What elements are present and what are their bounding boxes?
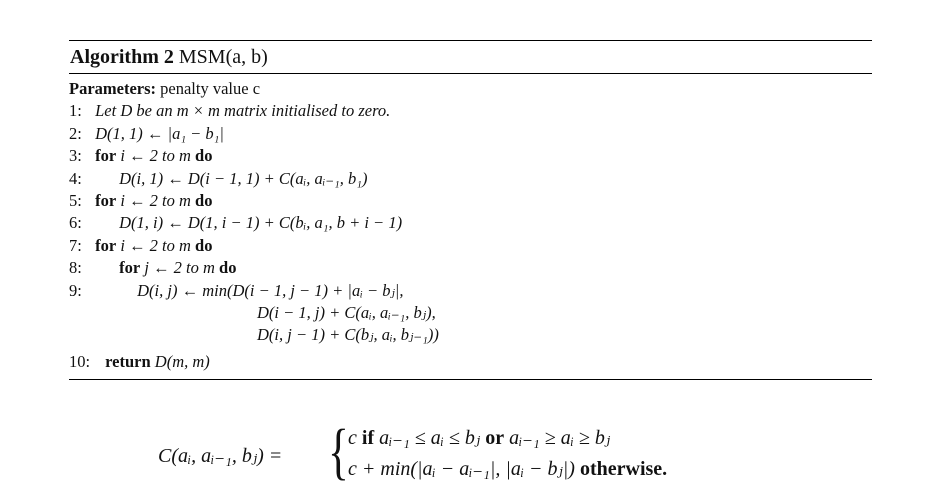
line-number: 8: [69,258,82,278]
line-number: 9: [69,280,82,300]
left-brace: { [328,418,349,486]
line-number: 4: [69,168,82,188]
keyword-do: do [195,235,213,255]
parameters-line [69,78,872,100]
line-number: 10: [69,351,91,371]
algorithm-body [69,74,872,379]
algo-line-4 [69,168,872,190]
line-text: j ← 2 to m [144,258,215,278]
case1-condition-a: aᵢ₋₁ ≤ aᵢ ≤ bⱼ [379,427,481,449]
keyword-return: return [105,351,151,371]
keyword-for: for [95,146,117,166]
case2-otherwise: otherwise. [579,458,668,480]
line-text: D(i − 1, j) + C(aᵢ, aᵢ₋₁, bⱼ), [257,302,436,322]
line-text: Let D be an m × m matrix initialised to zero. [95,101,391,121]
line-number: 2: [69,123,82,143]
line-text: D(1, 1) ← |a₁ − b₁| [95,123,224,143]
algo-line-7 [69,235,872,257]
algo-line-2 [69,123,872,145]
bottom-rule [69,379,872,380]
line-text: i ← 2 to m [120,235,191,255]
line-number: 1: [69,101,82,121]
line-text: D(i, j) ← min(D(i − 1, j − 1) + |aᵢ − bⱼ|, [137,280,404,300]
case1-condition-b: aᵢ₋₁ ≥ aᵢ ≥ bⱼ [509,427,611,449]
line-text: i ← 2 to m [120,190,191,210]
keyword-for: for [119,258,141,278]
case1-if: if [361,427,375,449]
case2-value: c + min(|aᵢ − aᵢ₋₁|, |aᵢ − bⱼ|) [348,458,575,480]
keyword-for: for [95,235,117,255]
case1-value: c [348,427,357,449]
line-text: i ← 2 to m [120,146,191,166]
parameters-text: penalty value c [160,79,261,98]
algorithm-name: MSM(a, b) [178,46,268,68]
keyword-do: do [195,190,213,210]
algorithm-title [69,41,872,73]
equation-case-1 [348,425,610,450]
algo-line-10 [69,351,872,373]
algo-line-5 [69,190,872,212]
line-text: D(i, 1) ← D(i − 1, 1) + C(aᵢ, aᵢ₋₁, b₁) [119,168,368,188]
cost-equation [158,418,858,493]
line-text: D(i, j − 1) + C(bⱼ, aᵢ, bⱼ₋₁)) [257,325,439,345]
line-text: D(1, i) ← D(1, i − 1) + C(bᵢ, a₁, b + i − 1) [119,213,403,233]
line-number: 7: [69,235,82,255]
keyword-do: do [219,258,237,278]
case1-or: or [485,427,505,449]
algorithm-label: Algorithm 2 [70,46,174,68]
line-number: 3: [69,146,82,166]
parameters-label: Parameters: [69,79,157,98]
equation-case-2 [348,456,667,481]
algo-line-8 [69,257,872,279]
line-text: D(m, m) [154,351,210,371]
algo-line-3 [69,145,872,167]
keyword-do: do [195,146,213,166]
algo-line-6 [69,212,872,234]
algo-line-1 [69,100,872,122]
line-number: 6: [69,213,82,233]
algorithm-box [69,40,872,380]
line-number: 5: [69,190,82,210]
equation-lhs: C(aᵢ, aᵢ₋₁, bⱼ) = [158,445,283,467]
keyword-for: for [95,190,117,210]
algo-line-9 [69,280,872,302]
algo-line-9-cont-1 [69,302,872,324]
algo-line-9-cont-2 [69,324,872,346]
